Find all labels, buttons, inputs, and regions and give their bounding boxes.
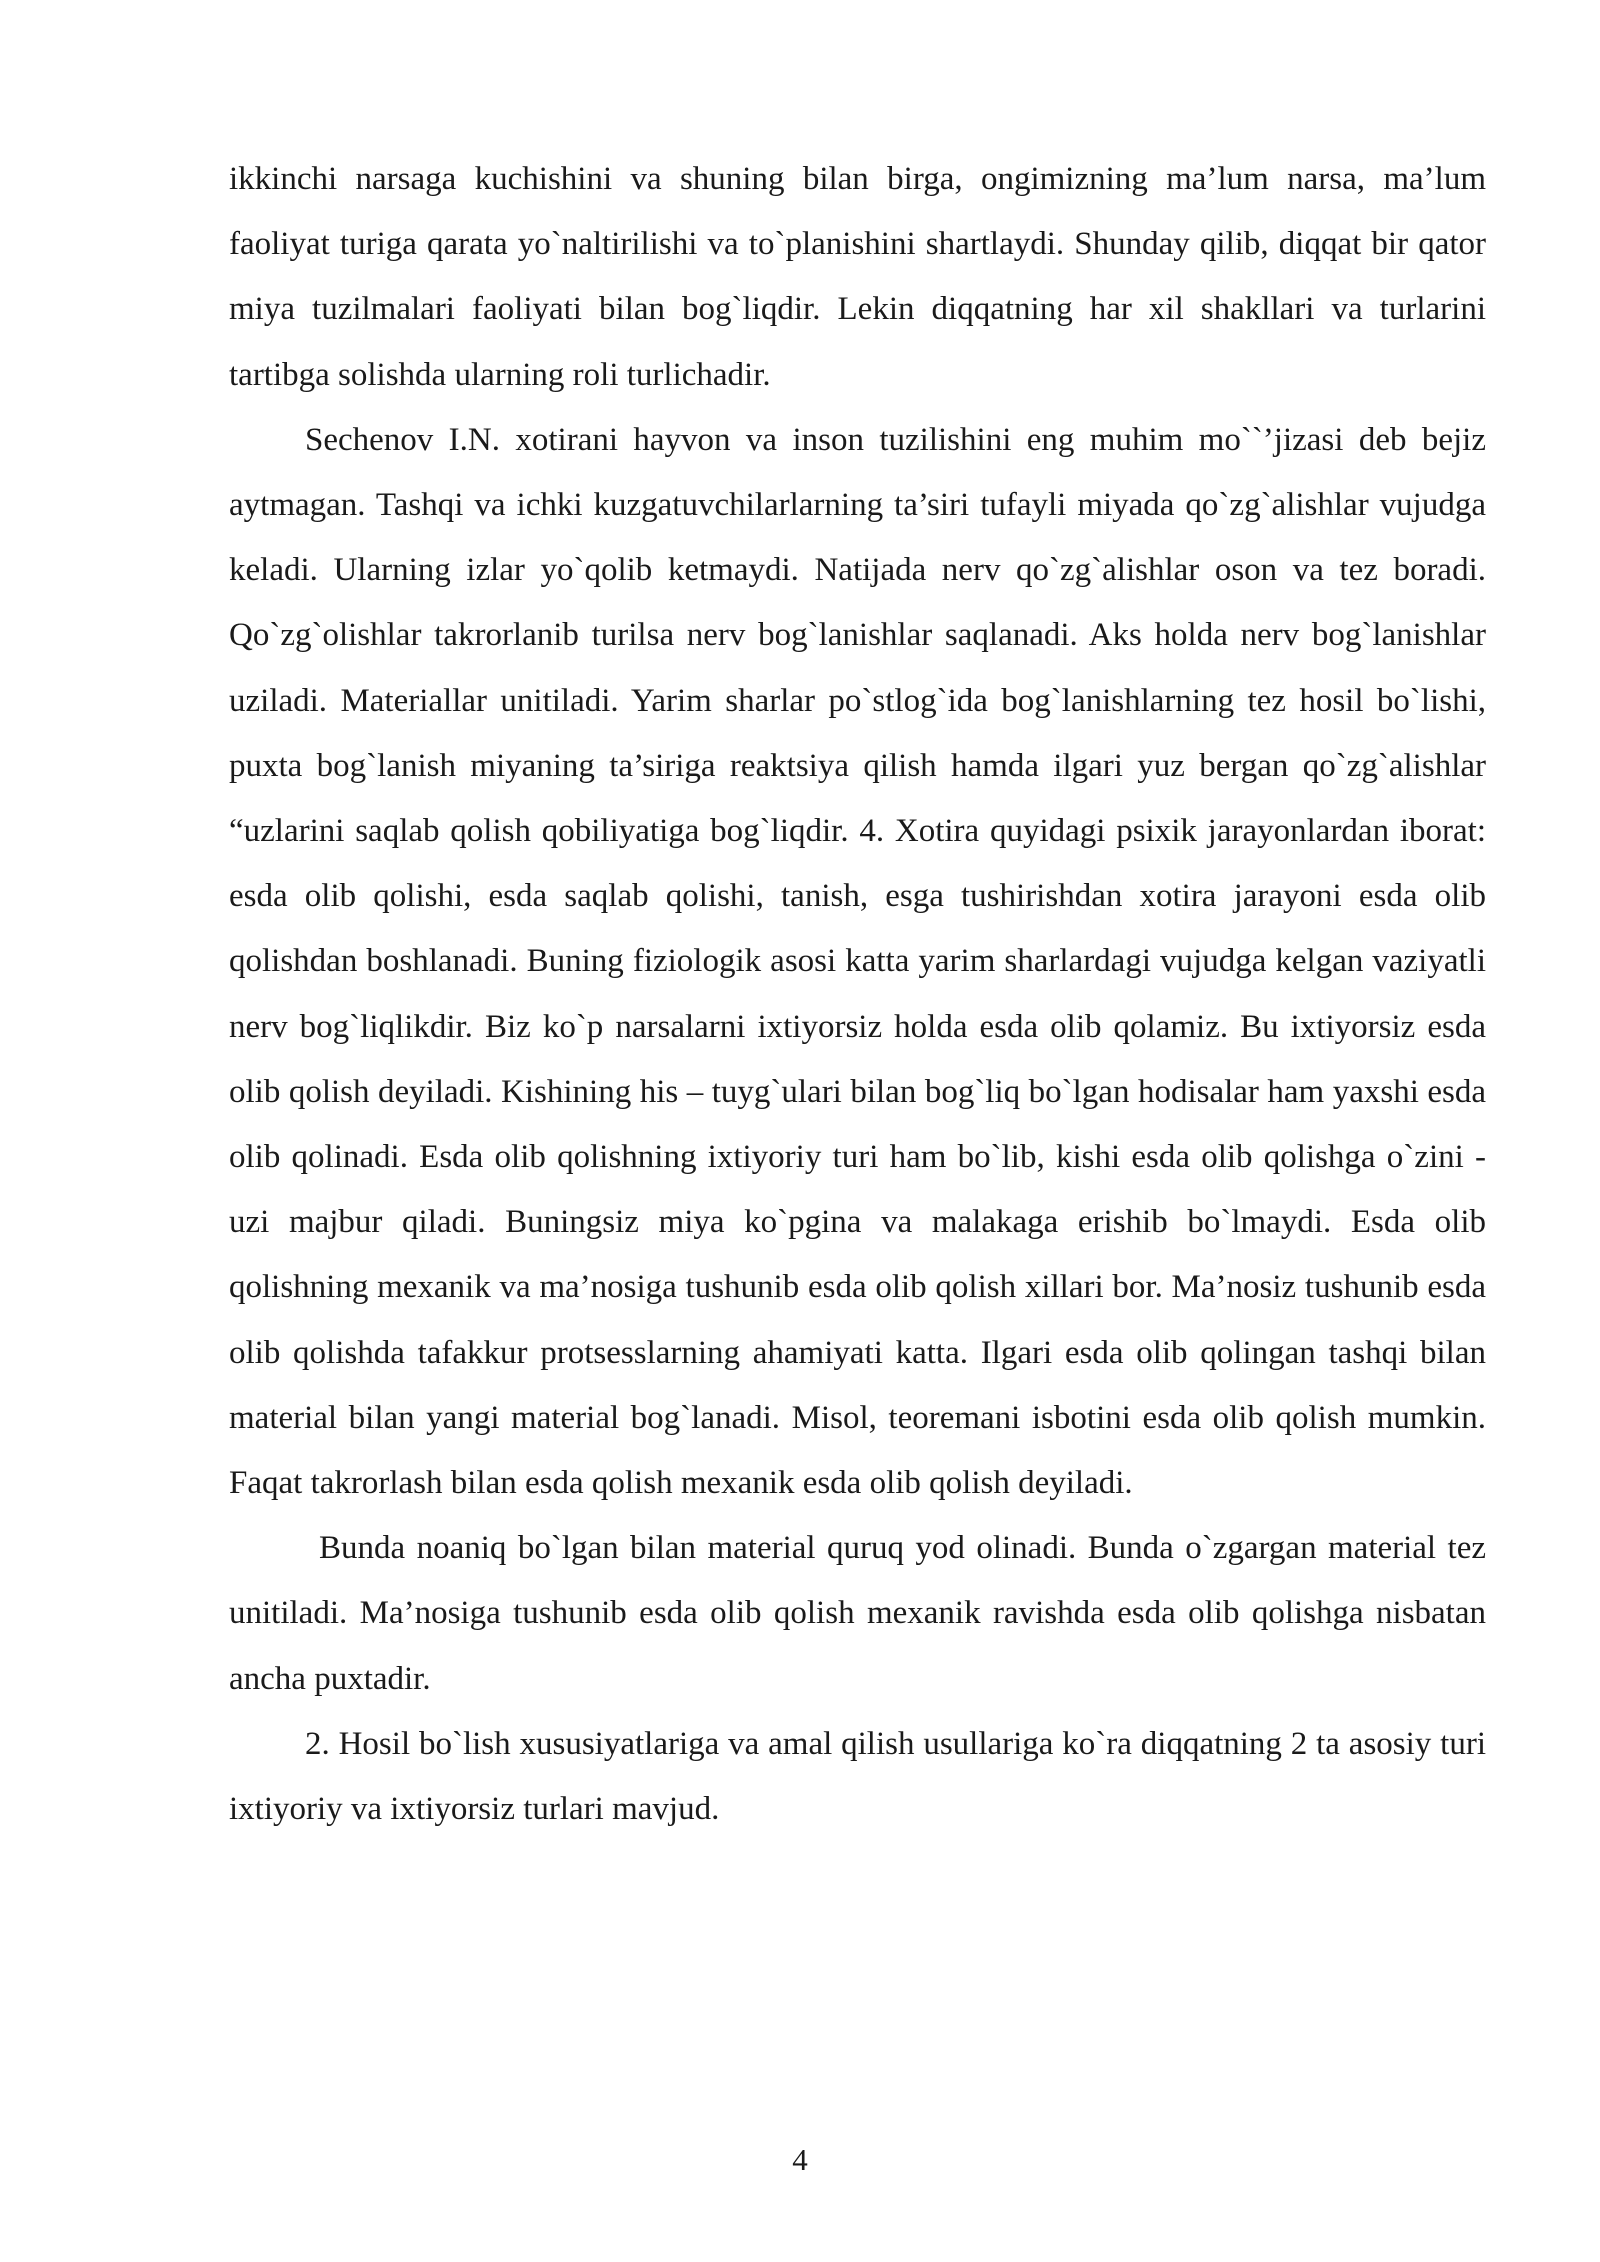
paragraph-sechenov-memory: Sechenov I.N. xotirani hayvon va inson tuzilishini eng muhim mo``’jizasi deb bejiz aytmagan. Tashqi va ichki kuzgatuvchilarlarning ta’siri tufayli miyada qo`zg`alishlar vujudga keladi. Ularning izlar yo`qolib ketmaydi. Natijada nerv qo`zg`alishlar oson va tez boradi. Qo`zg`olishlar takrorlanib turilsa nerv bog`lanishlar saqlanadi. Aks holda nerv bog`lanishlar uziladi. Materiallar unitiladi. Yarim sharlar po`stlog`ida bog`lanishlarning tez hosil bo`lishi, puxta bog`lanish miyaning ta’siriga reaktsiya qilish hamda ilgari yuz bergan qo`zg`alishlar “uzlarini saqlab qolish qobiliyatiga bog`liqdir. 4. Xotira quyidagi psixik jarayonlardan iborat: esda olib qolishi, esda saqlab qolishi, tanish, esga tushirishdan xotira jarayoni esda olib qolishdan boshlanadi. Buning fiziologik asosi katta yarim sharlardagi vujudga kelgan vaziyatli nerv bog`liqlikdir. Biz ko`p narsalarni ixtiyorsiz holda esda olib qolamiz. Bu ixtiyorsiz esda olib qolish deyiladi. Kishining his – tuyg`ulari bilan bog`liq bo`lgan hodisalar ham yaxshi esda olib qolinadi. Esda olib qolishning ixtiyoriy turi ham bo`lib, kishi esda olib qolishga o`zini - uzi majbur qiladi. Buningsiz miya ko`pgina va malakaga erishib bo`lmaydi. Esda olib qolishning mexanik va ma’nosiga tushunib esda olib qolish xillari bor. Ma’nosiz tushunib esda olib qolishda tafakkur protsesslarning ahamiyati katta. Ilgari esda olib qolingan tashqi bilan material bilan yangi material bog`lanadi. Misol, teoremani isbotini esda olib qolish mumkin. Faqat takrorlash bilan esda qolish mexanik esda olib qolish deyiladi. xyxy=(229,421,1486,1502)
text-body xyxy=(229,147,1486,1842)
paragraph-continuation: ikkinchi narsaga kuchishini va shuning bilan birga, ongimizning ma’lum narsa, ma’lum faoliyat turiga qarata yo`naltirilishi va to`planishini shartlaydi. Shunday qilib, diqqat bir qator miya tuzilmalari faoliyati bilan bog`liqdir. Lekin diqqatning har xil shakllari va turlarini tartibga solishda ularning roli turlichadir. xyxy=(229,161,1486,393)
page-number: 4 xyxy=(792,2142,808,2177)
paragraph-rote-memorization: Bunda noaniq bo`lgan bilan material quruq yod olinadi. Bunda o`zgargan material tez unitiladi. Ma’nosiga tushunib esda olib qolish mexanik ravishda esda olib qolishga nisbatan ancha puxtadir. xyxy=(229,1530,1486,1697)
paragraph-attention-types: 2. Hosil bo`lish xususiyatlariga va amal qilish usullariga ko`ra diqqatning 2 ta asosiy turi ixtiyoriy va ixtiyorsiz turlari mavjud. xyxy=(229,1725,1486,1828)
